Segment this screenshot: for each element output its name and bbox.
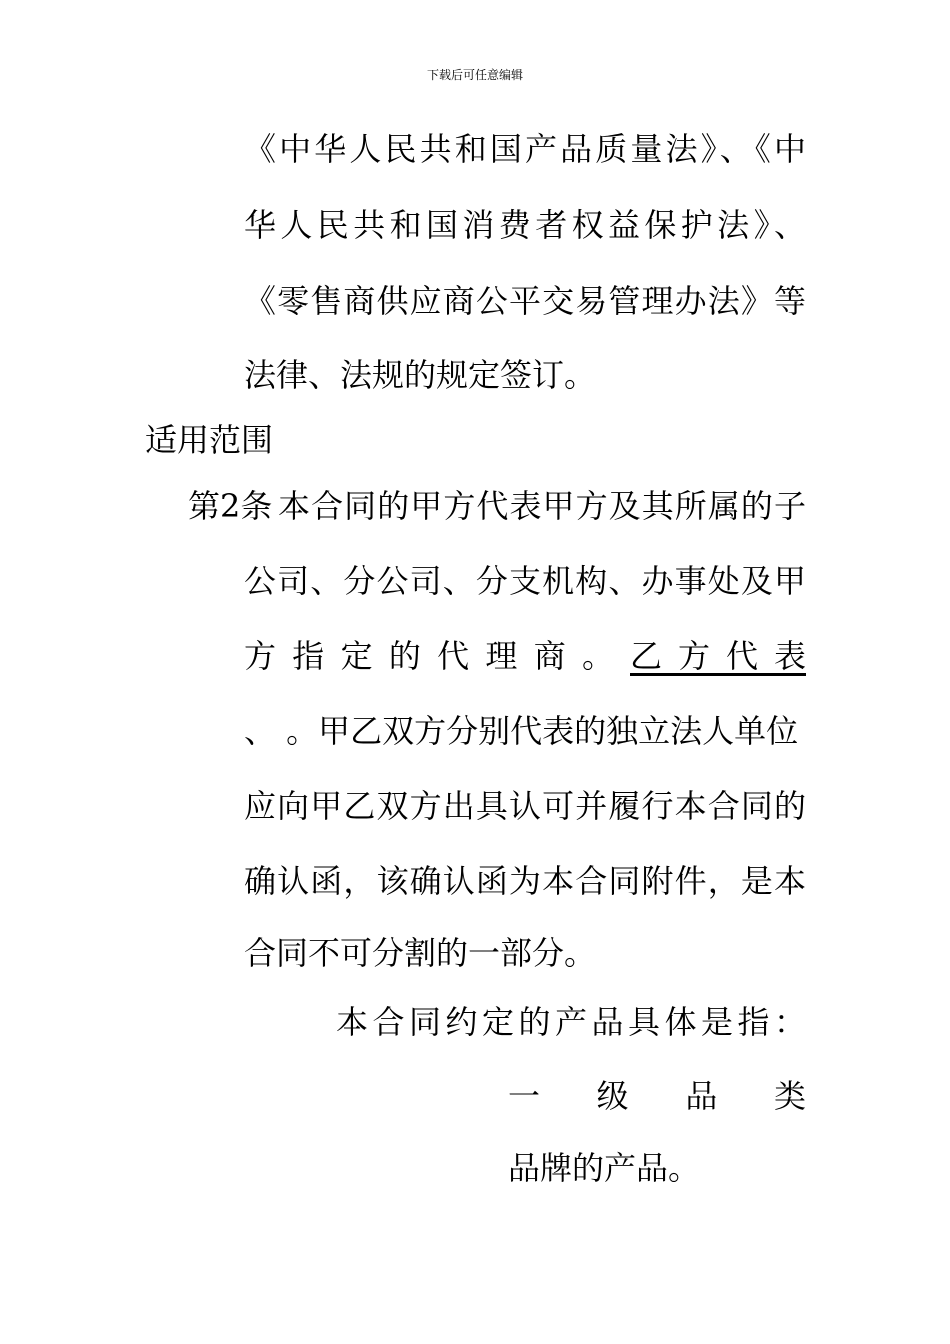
products-category-line: 一 级 品 类 — [508, 1077, 806, 1115]
law-paragraph-line-1: 《中华人民共和国产品质量法》、《中 — [244, 130, 806, 168]
products-brand-line: 品牌的产品。 — [508, 1149, 701, 1187]
section-heading: 适用范围 — [145, 421, 274, 459]
law-paragraph-line-4: 法律、法规的规定签订。 — [244, 356, 597, 394]
article-2-line-7: 合同不可分割的一部分。 — [244, 934, 597, 972]
article-2-line-4: 、 。甲乙双方分别代表的独立法人单位 — [244, 712, 799, 750]
products-intro: 本合同约定的产品具体是指： — [336, 1003, 806, 1041]
article-2-line-5: 应向甲乙双方出具认可并履行本合同的 — [244, 787, 806, 825]
page-header-note: 下载后可任意编辑 — [426, 68, 523, 82]
article-2-line-3-text: 方指定的代理商。 — [244, 637, 614, 675]
article-2-line-6: 确认函，该确认函为本合同附件，是本 — [244, 862, 806, 900]
article-2-line-1: 本合同的甲方代表甲方及其所属的子 — [278, 487, 806, 525]
article-2-number: 第2条 — [188, 487, 273, 525]
law-paragraph-line-3: 《零售商供应商公平交易管理办法》等 — [244, 282, 806, 320]
law-paragraph-line-2: 华人民共和国消费者权益保护法》、 — [244, 206, 806, 244]
article-2-line-3-underlined: 乙方代表 — [630, 637, 806, 675]
article-2-line-2: 公司、分公司、分支机构、办事处及甲 — [244, 562, 806, 600]
